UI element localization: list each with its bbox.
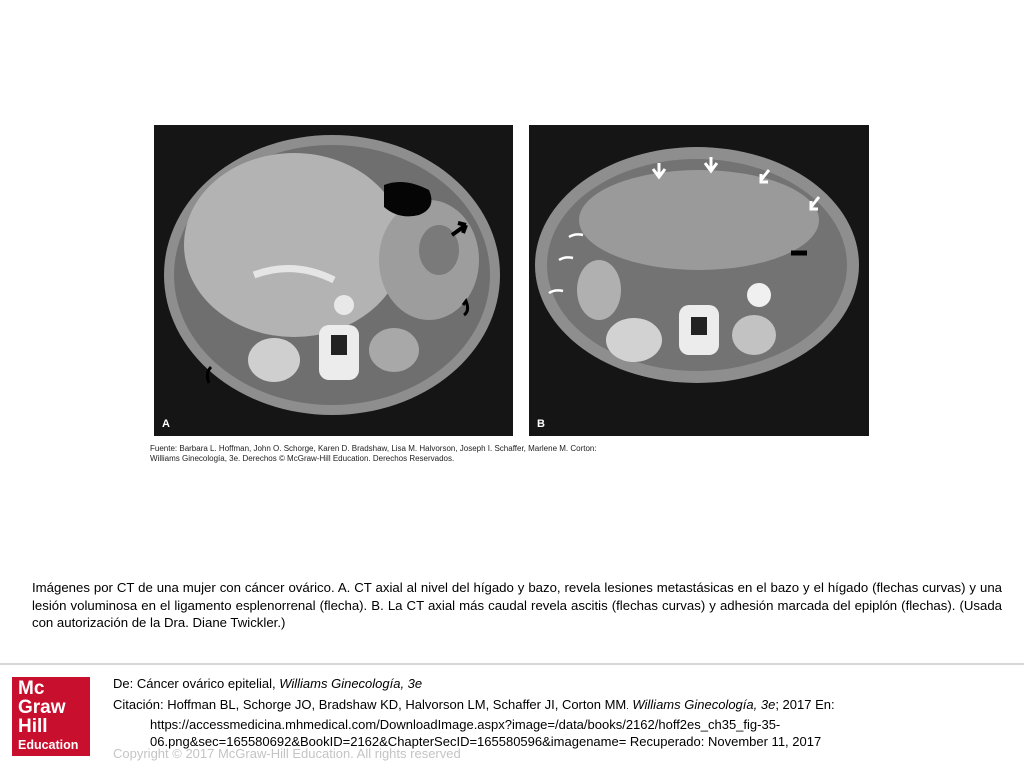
citation-suffix: ; 2017 En: [775, 697, 835, 712]
ct-scan-a-image [154, 125, 513, 436]
ct-figure [150, 125, 872, 465]
citation [113, 696, 1013, 751]
chapter-source-line [113, 676, 422, 691]
mcgraw-hill-logo [12, 677, 90, 756]
figure-caption: Imágenes por CT de una mujer con cáncer ovárico. A. CT axial al nivel del hígado y bazo, revela lesiones metastásicas en el bazo y el hígado (flechas curvas) y una lesión voluminosa en el ligamento esplenorrenal (flecha). B. La CT axial más caudal revela ascitis (flechas curvas) y adhesión marcada del epiplón (flechas). (Usada con autorización de la Dra. Diane Twickler.) [32, 580, 1002, 630]
from-book-title: Williams Ginecología, 3e [279, 676, 423, 691]
panel-a-letter: A [162, 418, 170, 430]
logo-line1: Mc [18, 678, 45, 699]
ct-scan-b-image [529, 125, 869, 436]
panel-b-letter: B [537, 418, 545, 430]
footer-divider [0, 663, 1024, 665]
citation-book: Williams Ginecología, 3e [628, 697, 776, 712]
copyright-notice: Copyright © 2017 McGraw-Hill Education. All rights reserved [113, 746, 461, 761]
figure-source-note [150, 444, 872, 464]
figure-source-line1: Fuente: Barbara L. Hoffman, John O. Schorge, Karen D. Bradshaw, Lisa M. Halvorson, Joseph I. Schaffer, Marlene M. Corton: [150, 444, 597, 453]
logo-line3: Hill [18, 716, 48, 737]
ct-image-panel-a [154, 125, 513, 436]
citation-dot: . [626, 701, 629, 711]
logo-line4: Education [18, 738, 79, 752]
citation-url-line1[interactable]: https://accessmedicina.mhmedical.com/DownloadImage.aspx?image=/data/books/2162/hoff2es_ch35_fig-35- [150, 716, 781, 732]
ct-image-panel-b [529, 125, 869, 436]
figure-source-line2: Williams Ginecología, 3e. Derechos © McGraw-Hill Education. Derechos Reservados. [150, 454, 455, 463]
logo-line2: Graw [18, 697, 66, 718]
from-prefix: De: Cáncer ovárico epitelial, [113, 676, 280, 691]
citation-url-line2: 06.png&sec=165580692&BookID=2162&ChapterSecID=165580596&imagename= Recuperado: November 11, 2017 [150, 734, 822, 749]
citation-prefix: Citación: Hoffman BL, Schorge JO, Bradshaw KD, Halvorson LM, Schaffer JI, Corton MM [113, 697, 627, 712]
